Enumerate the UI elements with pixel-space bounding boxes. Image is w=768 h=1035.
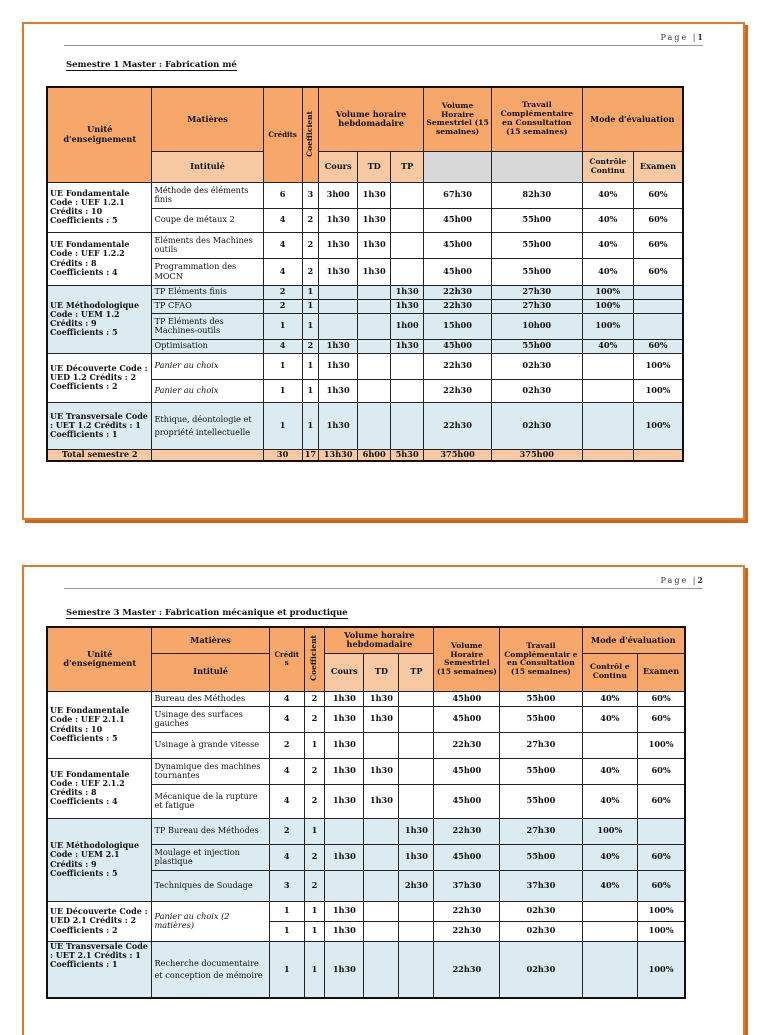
cours-cell: 1h30 — [325, 691, 364, 706]
matiere-cell: Eléments des Machines outils — [152, 232, 263, 258]
header-coefficient: Coefficient — [304, 627, 325, 691]
volume-cell: 45h00 — [424, 232, 492, 258]
tp-cell — [399, 691, 434, 706]
coef-cell: 2 — [304, 784, 325, 818]
controle-cell: 40% — [582, 844, 638, 870]
travail-cell: 55h00 — [500, 758, 582, 784]
credits-cell: 6 — [263, 182, 302, 208]
controle-cell — [582, 941, 638, 998]
cours-cell: 1h30 — [319, 353, 358, 379]
matiere-cell: TP Eléments finis — [152, 285, 263, 299]
total-empty — [634, 449, 684, 461]
cours-cell: 1h30 — [325, 706, 364, 732]
td-cell: 1h30 — [358, 232, 391, 258]
volume-cell: 22h30 — [424, 402, 492, 449]
tp-cell — [391, 402, 424, 449]
tp-cell — [391, 182, 424, 208]
tp-cell: 1h00 — [391, 313, 424, 339]
controle-cell: 40% — [582, 758, 638, 784]
volume-cell: 22h30 — [434, 941, 500, 998]
matiere-cell: TP CFAO — [152, 299, 263, 313]
matiere-cell: Méthode des éléments finis — [152, 182, 263, 208]
ue-cell: UE Fondamentale Code : UEF 2.1.2 Crédits : 8 Coefficients : 4 — [47, 758, 152, 818]
coef-cell: 2 — [304, 870, 325, 901]
examen-cell: 60% — [634, 232, 684, 258]
ue-cell: UE Fondamentale Code : UEF 1.2.2 Crédits : 8 Coefficients : 4 — [47, 232, 152, 285]
travail-cell: 02h30 — [500, 921, 582, 941]
coef-cell: 1 — [304, 941, 325, 998]
controle-cell — [582, 732, 638, 758]
travail-cell: 02h30 — [500, 901, 582, 921]
tp-cell — [391, 208, 424, 232]
ue-cell: UE Transversale Code : UET 2.1 Crédits : 1 Coefficients : 1 — [47, 941, 152, 998]
examen-cell: 100% — [634, 402, 684, 449]
header-credits: Crédits — [263, 87, 302, 182]
cours-cell: 1h30 — [325, 844, 364, 870]
page-number: Page |1 — [660, 32, 703, 42]
document-page-1 — [22, 22, 745, 520]
header-controle: Contrôle Continu — [582, 151, 633, 182]
total-cours: 13h30 — [319, 449, 358, 461]
credits-cell: 3 — [269, 870, 304, 901]
volume-cell: 45h00 — [424, 339, 492, 353]
matiere-cell: Recherche documentaire et conception de mémoire — [152, 941, 269, 998]
ue-cell: UE Transversale Code : UET 1.2 Crédits : 1 Coefficients : 1 — [47, 402, 152, 449]
total-empty — [582, 449, 633, 461]
td-cell — [364, 901, 399, 921]
tp-cell: 1h30 — [399, 818, 434, 844]
examen-cell: 60% — [634, 339, 684, 353]
tp-cell: 1h30 — [391, 285, 424, 299]
examen-cell: 60% — [638, 691, 685, 706]
td-cell: 1h30 — [364, 691, 399, 706]
credits-cell: 4 — [269, 844, 304, 870]
cours-cell — [319, 285, 358, 299]
cours-cell: 1h30 — [319, 232, 358, 258]
coef-cell: 1 — [302, 285, 318, 299]
matiere-cell: Usinage des surfaces gauches — [152, 706, 269, 732]
matiere-cell: Dynamique des machines tournantes — [152, 758, 269, 784]
controle-cell — [582, 379, 633, 402]
coef-cell: 2 — [302, 258, 318, 285]
header-rule — [64, 588, 703, 589]
credits-cell: 4 — [263, 258, 302, 285]
td-cell — [364, 844, 399, 870]
tp-cell: 1h30 — [399, 844, 434, 870]
controle-cell — [582, 921, 638, 941]
tp-cell — [399, 784, 434, 818]
controle-cell: 40% — [582, 339, 633, 353]
matiere-cell: Ethique, déontologie et propriété intellectuelle — [152, 402, 263, 449]
header-volume-semestriel: Volume Horaire Semestriel (15 semaines) — [434, 627, 500, 691]
controle-cell: 40% — [582, 691, 638, 706]
header-intitule: Intitulé — [152, 653, 269, 691]
ue-cell: UE Fondamentale Code : UEF 1.2.1 Crédits : 10 Coefficients : 5 — [47, 182, 152, 232]
tp-cell — [391, 379, 424, 402]
coef-cell: 1 — [302, 313, 318, 339]
travail-cell: 55h00 — [492, 339, 583, 353]
header-intitule: Intitulé — [152, 151, 263, 182]
total-tp: 5h30 — [391, 449, 424, 461]
travail-cell: 55h00 — [492, 258, 583, 285]
volume-cell: 45h00 — [434, 784, 500, 818]
credits-cell: 2 — [263, 285, 302, 299]
header-unite: Unité d'enseignement — [47, 87, 152, 182]
examen-cell: 60% — [638, 870, 685, 901]
td-cell: 1h30 — [358, 182, 391, 208]
examen-cell: 100% — [634, 353, 684, 379]
controle-cell: 100% — [582, 299, 633, 313]
header-cours: Cours — [325, 653, 364, 691]
controle-cell: 100% — [582, 285, 633, 299]
volume-cell: 45h00 — [424, 258, 492, 285]
coef-cell: 2 — [302, 339, 318, 353]
semester-table — [46, 626, 686, 999]
page-title: Semestre 3 Master : Fabrication mécanique et productique — [66, 608, 348, 618]
travail-cell: 02h30 — [492, 402, 583, 449]
controle-cell: 40% — [582, 706, 638, 732]
td-cell — [358, 353, 391, 379]
header-travail: Travail Complémentair e en Consultation (15 semaines) — [500, 627, 582, 691]
volume-cell: 22h30 — [424, 299, 492, 313]
coef-cell: 1 — [302, 353, 318, 379]
td-cell: 1h30 — [364, 758, 399, 784]
examen-cell: 60% — [634, 208, 684, 232]
coef-cell: 1 — [304, 921, 325, 941]
travail-cell: 10h00 — [492, 313, 583, 339]
header-volume-semestriel: Volume Horaire Semestriel (15 semaines) — [424, 87, 492, 151]
header-examen: Examen — [638, 653, 685, 691]
controle-cell: 40% — [582, 258, 633, 285]
travail-cell: 82h30 — [492, 182, 583, 208]
tp-cell — [399, 732, 434, 758]
travail-cell: 27h30 — [500, 732, 582, 758]
cours-cell: 1h30 — [319, 379, 358, 402]
volume-cell: 22h30 — [424, 353, 492, 379]
ue-cell: UE Méthodologique Code : UEM 2.1 Crédits : 9 Coefficients : 5 — [47, 818, 152, 901]
coef-cell: 2 — [304, 844, 325, 870]
total-td: 6h00 — [358, 449, 391, 461]
credits-cell: 1 — [269, 901, 304, 921]
coef-cell: 1 — [302, 299, 318, 313]
td-cell — [364, 818, 399, 844]
cours-cell: 1h30 — [319, 208, 358, 232]
examen-cell: 60% — [634, 182, 684, 208]
td-cell — [364, 921, 399, 941]
volume-cell: 22h30 — [434, 818, 500, 844]
credits-cell: 1 — [263, 313, 302, 339]
header-empty — [424, 151, 492, 182]
matiere-cell: Panier au choix — [152, 353, 263, 379]
credits-cell: 4 — [263, 339, 302, 353]
matiere-cell: Usinage à grande vitesse — [152, 732, 269, 758]
tp-cell — [391, 232, 424, 258]
examen-cell: 60% — [638, 784, 685, 818]
document-page-2 — [22, 565, 745, 1035]
credits-cell: 2 — [269, 732, 304, 758]
controle-cell: 40% — [582, 784, 638, 818]
controle-cell — [582, 901, 638, 921]
header-matieres: Matières — [152, 87, 263, 151]
examen-cell: 100% — [638, 941, 685, 998]
header-travail: Travail Complémentaire en Consultation (15 semaines) — [492, 87, 583, 151]
credits-cell: 4 — [263, 208, 302, 232]
controle-cell: 40% — [582, 182, 633, 208]
td-cell — [358, 299, 391, 313]
credits-cell: 1 — [263, 402, 302, 449]
header-td: TD — [358, 151, 391, 182]
ue-cell: UE Méthodologique Code : UEM 1.2 Crédits : 9 Coefficients : 5 — [47, 285, 152, 353]
examen-cell: 60% — [638, 758, 685, 784]
ue-cell: UE Découverte Code : UED 2.1 Crédits : 2 Coefficients : 2 — [47, 901, 152, 941]
travail-cell: 55h00 — [500, 844, 582, 870]
examen-cell: 100% — [634, 379, 684, 402]
header-volume-horaire: Volume horaire hebdomadaire — [325, 627, 434, 653]
header-credits: Crédit s — [269, 627, 304, 691]
travail-cell: 02h30 — [500, 941, 582, 998]
examen-cell: 100% — [638, 921, 685, 941]
header-volume-horaire: Volume horaire hebdomadaire — [319, 87, 424, 151]
volume-cell: 22h30 — [434, 921, 500, 941]
page-number: Page |2 — [660, 575, 703, 585]
volume-cell: 22h30 — [434, 901, 500, 921]
tp-cell: 1h30 — [391, 339, 424, 353]
td-cell: 1h30 — [364, 706, 399, 732]
travail-cell: 02h30 — [492, 353, 583, 379]
panier-cell: Panier au choix (2 matières) — [152, 901, 269, 941]
controle-cell — [582, 353, 633, 379]
header-unite: Unité d'enseignement — [47, 627, 152, 691]
td-cell — [358, 313, 391, 339]
header-mode: Mode d'évaluation — [582, 627, 685, 653]
credits-cell: 4 — [269, 784, 304, 818]
matiere-cell: Programmation des MOCN — [152, 258, 263, 285]
td-cell — [364, 941, 399, 998]
travail-cell: 27h30 — [492, 299, 583, 313]
coef-cell: 1 — [302, 379, 318, 402]
coef-cell: 2 — [304, 758, 325, 784]
tp-cell — [399, 921, 434, 941]
examen-cell — [634, 285, 684, 299]
cours-cell: 3h00 — [319, 182, 358, 208]
travail-cell: 27h30 — [500, 818, 582, 844]
volume-cell: 45h00 — [424, 208, 492, 232]
cours-cell: 1h30 — [319, 339, 358, 353]
travail-cell: 02h30 — [492, 379, 583, 402]
volume-cell: 67h30 — [424, 182, 492, 208]
total-empty — [152, 449, 263, 461]
examen-cell: 60% — [638, 844, 685, 870]
volume-cell: 45h00 — [434, 758, 500, 784]
volume-cell: 22h30 — [434, 732, 500, 758]
ue-cell: UE Fondamentale Code : UEF 2.1.1 Crédits : 10 Coefficients : 5 — [47, 691, 152, 758]
credits-cell: 4 — [263, 232, 302, 258]
volume-cell: 37h30 — [434, 870, 500, 901]
controle-cell: 40% — [582, 232, 633, 258]
header-mode: Mode d'évaluation — [582, 87, 683, 151]
semester-table — [46, 86, 684, 462]
controle-cell: 40% — [582, 870, 638, 901]
examen-cell: 100% — [638, 901, 685, 921]
header-rule — [64, 45, 703, 46]
ue-cell: UE Découverte Code : UED 1.2 Crédits : 2 Coefficients : 2 — [47, 353, 152, 402]
examen-cell: 60% — [638, 706, 685, 732]
td-cell — [364, 732, 399, 758]
volume-cell: 45h00 — [434, 844, 500, 870]
matiere-cell: TP Bureau des Méthodes — [152, 818, 269, 844]
header-coefficient: Coefficient — [302, 87, 318, 182]
travail-cell: 55h00 — [500, 691, 582, 706]
total-volume: 375h00 — [424, 449, 492, 461]
cours-cell — [325, 870, 364, 901]
coef-cell: 1 — [304, 732, 325, 758]
header-controle: Contrôl e Continu — [582, 653, 638, 691]
credits-cell: 1 — [269, 921, 304, 941]
td-cell — [364, 870, 399, 901]
total-coef: 17 — [302, 449, 318, 461]
coef-cell: 2 — [304, 691, 325, 706]
travail-cell: 27h30 — [492, 285, 583, 299]
header-td: TD — [364, 653, 399, 691]
header-tp: TP — [399, 653, 434, 691]
cours-cell: 1h30 — [325, 941, 364, 998]
td-cell: 1h30 — [364, 784, 399, 818]
volume-cell: 22h30 — [424, 379, 492, 402]
coef-cell: 2 — [302, 208, 318, 232]
header-examen: Examen — [634, 151, 684, 182]
coef-cell: 2 — [302, 232, 318, 258]
credits-cell: 4 — [269, 758, 304, 784]
travail-cell: 37h30 — [500, 870, 582, 901]
examen-cell — [638, 818, 685, 844]
page-title: Semestre 1 Master : Fabrication mé — [66, 60, 237, 70]
matiere-cell: Bureau des Méthodes — [152, 691, 269, 706]
cours-cell: 1h30 — [319, 258, 358, 285]
controle-cell — [582, 402, 633, 449]
tp-cell — [391, 353, 424, 379]
matiere-cell: Mécanique de la rupture et fatigue — [152, 784, 269, 818]
td-cell: 1h30 — [358, 258, 391, 285]
travail-cell: 55h00 — [500, 706, 582, 732]
credits-cell: 4 — [269, 691, 304, 706]
td-cell — [358, 339, 391, 353]
total-label: Total semestre 2 — [47, 449, 152, 461]
volume-cell: 45h00 — [434, 706, 500, 732]
volume-cell: 45h00 — [434, 691, 500, 706]
td-cell: 1h30 — [358, 208, 391, 232]
coef-cell: 3 — [302, 182, 318, 208]
examen-cell — [634, 299, 684, 313]
volume-cell: 15h00 — [424, 313, 492, 339]
credits-cell: 2 — [269, 818, 304, 844]
coef-cell: 1 — [302, 402, 318, 449]
tp-cell — [399, 758, 434, 784]
controle-cell: 40% — [582, 208, 633, 232]
credits-cell: 4 — [269, 706, 304, 732]
cours-cell: 1h30 — [325, 732, 364, 758]
controle-cell: 100% — [582, 313, 633, 339]
td-cell — [358, 402, 391, 449]
travail-cell: 55h00 — [492, 208, 583, 232]
cours-cell: 1h30 — [325, 921, 364, 941]
cours-cell: 1h30 — [325, 901, 364, 921]
td-cell — [358, 379, 391, 402]
examen-cell — [634, 313, 684, 339]
cours-cell — [325, 818, 364, 844]
matiere-cell: Coupe de métaux 2 — [152, 208, 263, 232]
travail-cell: 55h00 — [492, 232, 583, 258]
credits-cell: 2 — [263, 299, 302, 313]
cours-cell: 1h30 — [325, 784, 364, 818]
credits-cell: 1 — [263, 353, 302, 379]
matiere-cell: Panier au choix — [152, 379, 263, 402]
cours-cell — [319, 299, 358, 313]
cours-cell — [319, 313, 358, 339]
tp-cell — [399, 901, 434, 921]
credits-cell: 1 — [269, 941, 304, 998]
credits-cell: 1 — [263, 379, 302, 402]
header-empty — [492, 151, 583, 182]
matiere-cell: Moulage et injection plastique — [152, 844, 269, 870]
coef-cell: 1 — [304, 901, 325, 921]
total-credits: 30 — [263, 449, 302, 461]
tp-cell — [391, 258, 424, 285]
matiere-cell: Optimisation — [152, 339, 263, 353]
controle-cell: 100% — [582, 818, 638, 844]
travail-cell: 55h00 — [500, 784, 582, 818]
header-matieres: Matières — [152, 627, 269, 653]
td-cell — [358, 285, 391, 299]
tp-cell — [399, 706, 434, 732]
matiere-cell: TP Eléments des Machines-outils — [152, 313, 263, 339]
tp-cell — [399, 941, 434, 998]
header-tp: TP — [391, 151, 424, 182]
total-travail: 375h00 — [492, 449, 583, 461]
volume-cell: 22h30 — [424, 285, 492, 299]
coef-cell: 1 — [304, 818, 325, 844]
coef-cell: 2 — [304, 706, 325, 732]
cours-cell: 1h30 — [325, 758, 364, 784]
examen-cell: 60% — [634, 258, 684, 285]
examen-cell: 100% — [638, 732, 685, 758]
tp-cell: 1h30 — [391, 299, 424, 313]
tp-cell: 2h30 — [399, 870, 434, 901]
cours-cell: 1h30 — [319, 402, 358, 449]
header-cours: Cours — [319, 151, 358, 182]
matiere-cell: Techniques de Soudage — [152, 870, 269, 901]
